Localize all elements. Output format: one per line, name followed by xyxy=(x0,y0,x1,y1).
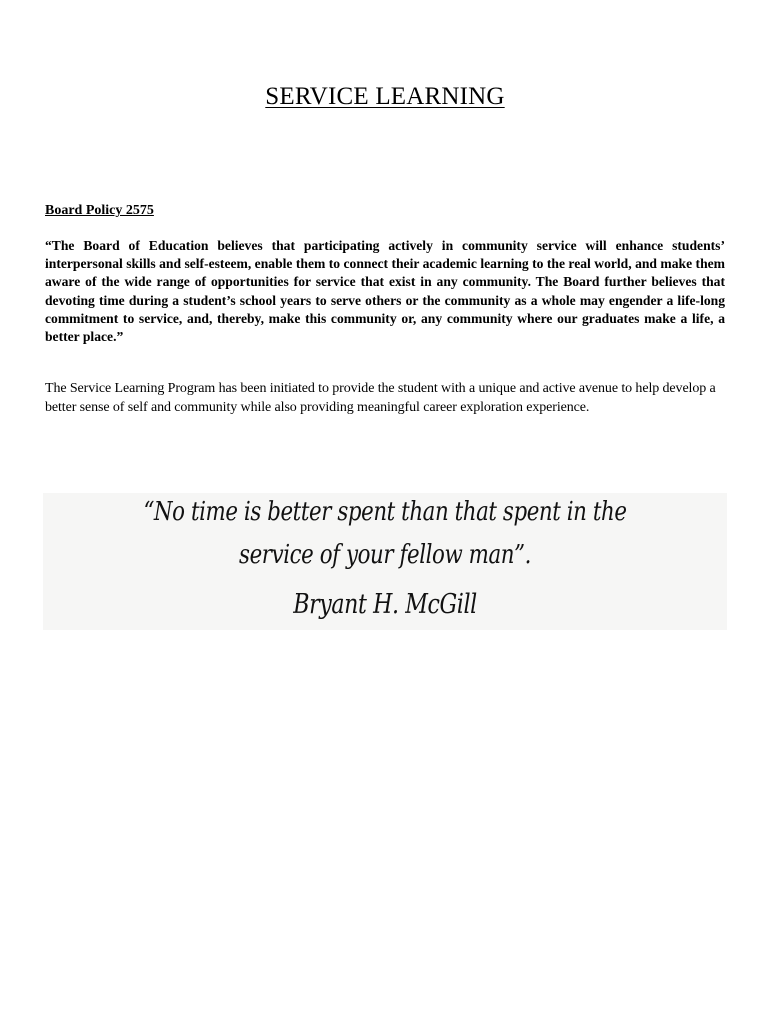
inspirational-quote-box xyxy=(43,493,727,630)
policy-quote: “The Board of Education believes that participating actively in community service will enhance students’ interpersonal skills and self-esteem, enable them to connect their academic learning to the real world, and make them aware of the wide range of opportunities for service that exist in any community. The Board further believes that devoting time during a student’s school years to serve others or the community as a whole may engender a life-long commitment to service, and, thereby, make this community or, any community where our graduates make a life, a better place.” xyxy=(45,238,725,345)
quote-line-2: service of your fellow man”. xyxy=(239,540,531,570)
quote-line-1: “No time is better spent than that spent in the xyxy=(143,497,627,527)
quote-author: Bryant H. McGill xyxy=(293,589,477,620)
page-title: SERVICE LEARNING xyxy=(265,83,505,110)
policy-heading: Board Policy 2575 xyxy=(45,203,154,218)
program-description: The Service Learning Program has been initiated to provide the student with a unique and active avenue to help develop a better sense of self and community while also providing meaningful career exploration experience. xyxy=(45,381,716,415)
